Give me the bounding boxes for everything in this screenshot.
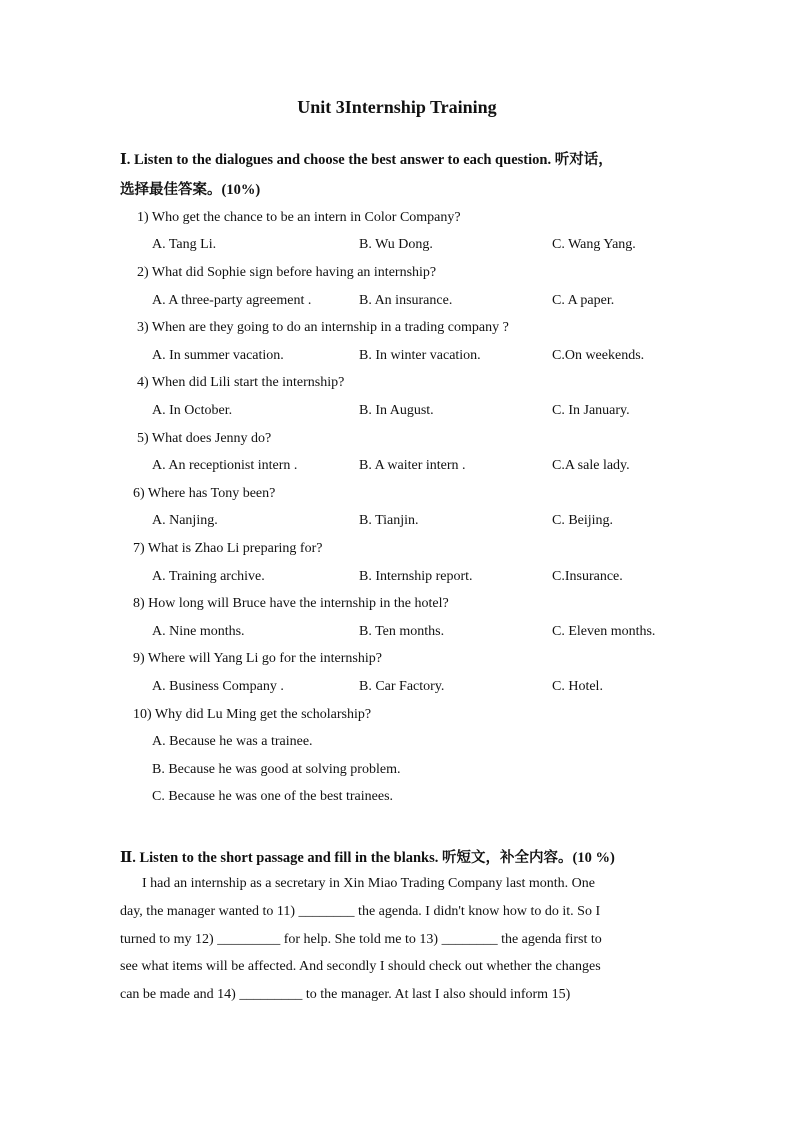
- passage-line-text: turned to my 12) _________ for help. She told me to 13) ________ the agenda first to: [120, 932, 602, 947]
- q9-option-a: A. Business Company .: [152, 679, 284, 694]
- q2-option-a: A. A three-party agreement .: [152, 293, 312, 308]
- q5-option-a: A. An receptionist intern .: [152, 458, 298, 473]
- section-2-heading: Ⅱ. Listen to the short passage and fill in the blanks. 听短文，补全内容。(10 %): [120, 850, 615, 866]
- section-1-heading-cont: 选择最佳答案。(10%): [120, 182, 261, 198]
- q10-option-b: B. Because he was good at solving problem.: [152, 762, 401, 777]
- q4-option-a: A. In October.: [152, 403, 233, 418]
- q4-option-c: C. In January.: [552, 403, 630, 418]
- question-6: 6) Where has Tony been?: [133, 486, 276, 501]
- q9-option-c: C. Hotel.: [552, 679, 603, 694]
- page-title: Unit 3Internship Training: [297, 97, 497, 117]
- q4-option-b: B. In August.: [359, 403, 434, 418]
- question-3: 3) When are they going to do an internship in a trading company ?: [137, 320, 509, 335]
- q6-option-b: B. Tianjin.: [359, 513, 419, 528]
- question-4: 4) When did Lili start the internship?: [137, 375, 345, 390]
- q3-option-b: B. In winter vacation.: [359, 348, 481, 363]
- question-9: 9) Where will Yang Li go for the internship?: [133, 651, 382, 666]
- passage-line-text: I had an internship as a secretary in Xin Miao Trading Company last month. One: [142, 876, 595, 891]
- passage-line-text: can be made and 14) _________ to the manager. At last I also should inform 15): [120, 987, 571, 1002]
- q3-option-c: C.On weekends.: [552, 348, 645, 363]
- passage-line-4: [120, 959, 673, 975]
- q7-option-a: A. Training archive.: [152, 569, 265, 584]
- q3-option-a: A. In summer vacation.: [152, 348, 284, 363]
- question-1: 1) Who get the chance to be an intern in Color Company?: [137, 210, 461, 225]
- q1-option-c: C. Wang Yang.: [552, 237, 636, 252]
- question-8: 8) How long will Bruce have the internship in the hotel?: [133, 596, 449, 611]
- passage-line-1: [142, 876, 673, 892]
- q8-option-c: C. Eleven months.: [552, 624, 656, 639]
- question-10: 10) Why did Lu Ming get the scholarship?: [133, 707, 372, 722]
- passage-line-5: [120, 987, 673, 1003]
- q8-option-b: B. Ten months.: [359, 624, 445, 639]
- q6-option-a: A. Nanjing.: [152, 513, 218, 528]
- q7-option-b: B. Internship report.: [359, 569, 473, 584]
- passage-line-text: see what items will be affected. And secondly I should check out whether the changes: [120, 959, 601, 974]
- question-5: 5) What does Jenny do?: [137, 431, 272, 446]
- q10-option-a: A. Because he was a trainee.: [152, 734, 313, 749]
- question-2: 2) What did Sophie sign before having an internship?: [137, 265, 437, 280]
- q7-option-c: C.Insurance.: [552, 569, 623, 584]
- passage-line-3: [120, 932, 673, 948]
- q1-option-b: B. Wu Dong.: [359, 237, 433, 252]
- q10-option-c: C. Because he was one of the best trainees.: [152, 789, 394, 804]
- q2-option-c: C. A paper.: [552, 293, 615, 308]
- passage-line-2: [120, 904, 673, 920]
- q2-option-b: B. An insurance.: [359, 293, 453, 308]
- q1-option-a: A. Tang Li.: [152, 237, 217, 252]
- q9-option-b: B. Car Factory.: [359, 679, 445, 694]
- q6-option-c: C. Beijing.: [552, 513, 614, 528]
- q5-option-b: B. A waiter intern .: [359, 458, 466, 473]
- q8-option-a: A. Nine months.: [152, 624, 245, 639]
- section-1-heading: Ⅰ. Listen to the dialogues and choose the best answer to each question. 听对话，: [120, 152, 613, 168]
- q5-option-c: C.A sale lady.: [552, 458, 630, 473]
- passage-line-text: day, the manager wanted to 11) ________ the agenda. I didn't know how to do it. So I: [120, 904, 601, 919]
- question-7: 7) What is Zhao Li preparing for?: [133, 541, 323, 556]
